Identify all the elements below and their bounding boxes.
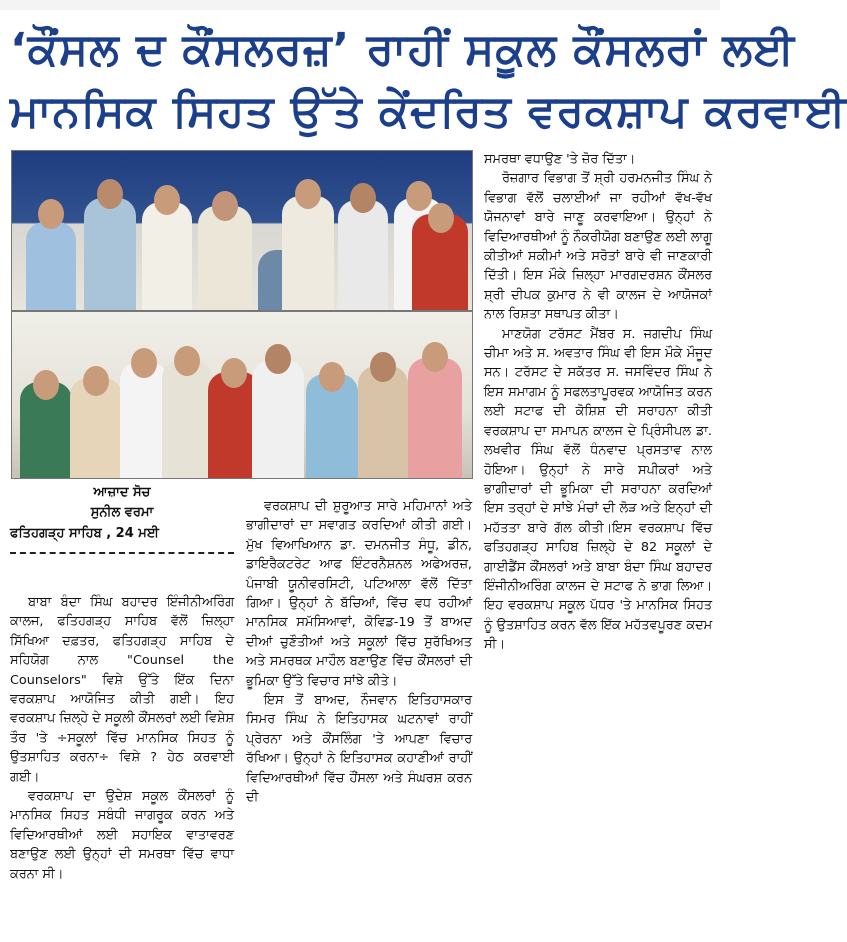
source-label: ਆਜ਼ਾਦ ਸੋਚ bbox=[93, 485, 151, 500]
article-column-middle bbox=[246, 497, 472, 808]
headline-line-2: ਮਾਨਸਿਕ ਸਿਹਤ ਉੱਤੇ ਕੇਂਦਰਿਤ ਵਰਕਸ਼ਾਪ ਕਰਵਾਈ bbox=[10, 86, 847, 137]
dateline: ਫਤਿਹਗੜ੍ਹ ਸਾਹਿਬ , 24 ਮਈ bbox=[10, 526, 159, 541]
paragraph: ਇਸ ਤੋਂ ਬਾਅਦ, ਨੌਜਵਾਨ ਇਤਿਹਾਸਕਾਰ ਸਿਮਰ ਸਿੰਘ ਨੇ ਇਤਿਹਾਸਕ ਘਟਨਾਵਾਂ ਰਾਹੀਂ ਪ੍ਰੇਰਨਾ ਅਤੇ ਕੌਂਸਲਿੰਗ 'ਤੇ ਆਪਣਾ ਵਿਚਾਰ ਰੱਖਿਆ। ਉਨ੍ਹਾਂ ਨੇ ਇਤਿਹਾਸਕ ਕਹਾਣੀਆਂ ਰਾਹੀਂ ਵਿਦਿਆਰਥੀਆਂ ਵਿੱਚ ਹੌਂਸਲਾ ਅਤੇ ਸੰਘਰਸ਼ ਕਰਨ ਦੀ bbox=[246, 693, 472, 806]
paragraph: ਵਰਕਸ਼ਾਪ ਦਾ ਉਦੇਸ਼ ਸਕੂਲ ਕੌਂਸਲਰਾਂ ਨੂੰ ਮਾਨਸਿਕ ਸਿਹਤ ਸਬੰਧੀ ਜਾਗਰੂਕ ਕਰਨ ਅਤੇ ਵਿਦਿਆਰਥੀਆਂ ਲਈ ਸਹਾਇਕ ਵਾਤਾਵਰਣ ਬਣਾਉਣ ਲਈ ਉਨ੍ਹਾਂ ਦੀ ਸਮਰਥਾ ਵਿੱਚ ਵਾਧਾ ਕਰਨਾ ਸੀ। bbox=[10, 789, 234, 882]
paragraph: ਸਮਰਥਾ ਵਧਾਉਣ 'ਤੇ ਜ਼ੋਰ ਦਿੱਤਾ। bbox=[484, 152, 636, 167]
paragraph: ਰੋਜ਼ਗਾਰ ਵਿਭਾਗ ਤੋਂ ਸ਼੍ਰੀ ਹਰਮਨਜੀਤ ਸਿੰਘ ਨੇ ਵਿਭਾਗ ਵੱਲੋਂ ਚਲਾਈਆਂ ਜਾ ਰਹੀਆਂ ਵੱਖ-ਵੱਖ ਯੋਜਨਾਵਾਂ ਬਾਰੇ ਜਾਣੂ ਕਰਵਾਇਆ। ਉਨ੍ਹਾਂ ਨੇ ਵਿਦਿਆਰਥੀਆਂ ਨੂੰ ਨੌਕਰੀਯੋਗ ਬਣਾਉਣ ਲਈ ਲਾਗੂ ਕੀਤੀਆਂ ਸਕੀਮਾਂ ਅਤੇ ਸਰੋਤਾਂ ਬਾਰੇ ਵੀ ਜਾਣਕਾਰੀ ਦਿੱਤੀ। ਇਸ ਮੌਕੇ ਜ਼ਿਲ੍ਹਾ ਮਾਰਗਦਰਸ਼ਨ ਕੌਂਸਲਰ ਸ਼੍ਰੀ ਦੀਪਕ ਕੁਮਾਰ ਨੇ ਵੀ ਕਾਲਜ ਦੇ ਆਯੋਜਕਾਂ ਨਾਲ ਰਿਸ਼ਤਾ ਸਥਾਪਤ ਕੀਤਾ। bbox=[484, 171, 712, 323]
page-top-strip bbox=[0, 0, 720, 10]
article-column-right bbox=[484, 150, 712, 655]
paragraph: ਮਾਣਯੋਗ ਟਰੱਸਟ ਮੈਂਬਰ ਸ. ਜਗਦੀਪ ਸਿੰਘ ਚੀਮਾ ਅਤੇ ਸ. ਅਵਤਾਰ ਸਿੰਘ ਵੀ ਇਸ ਮੌਕੇ ਮੌਜੂਦ ਸਨ। ਟਰੱਸਟ ਦੇ ਸਕੱਤਰ ਸ. ਜਸਵਿੰਦਰ ਸਿੰਘ ਨੇ ਇਸ ਸਮਾਗਮ ਨੂੰ ਸਫਲਤਾਪੂਰਵਕ ਆਯੋਜਿਤ ਕਰਨ ਲਈ ਸਟਾਫ ਦੀ ਕੋਸ਼ਿਸ਼ ਦੀ ਸਰਾਹਨਾ ਕੀਤੀ ਵਰਕਸ਼ਾਪ ਦਾ ਸਮਾਪਨ ਕਾਲਜ ਦੇ ਪ੍ਰਿੰਸੀਪਲ ਡਾ. ਲਖਵੀਰ ਸਿੰਘ ਵੱਲੋਂ ਧੰਨਵਾਦ ਪ੍ਰਸਤਾਵ ਨਾਲ ਹੋਇਆ। ਉਨ੍ਹਾਂ ਨੇ ਸਾਰੇ ਸਪੀਕਰਾਂ ਅਤੇ ਭਾਗੀਦਾਰਾਂ ਦੀ ਭੂਮਿਕਾ ਦੀ ਸਰਾਹਨਾ ਕਰਦਿਆਂ ਇਸ ਤਰ੍ਹਾਂ ਦੇ ਸਾਂਝੇ ਮੰਚਾਂ ਦੀ ਲੋੜ ਅਤੇ ਇਨ੍ਹਾਂ ਦੀ ਮਹੱਤਤਾ ਬਾਰੇ ਗੱਲ ਕੀਤੀ।ਇਸ ਵਰਕਸ਼ਾਪ ਵਿੱਚ ਫਤਿਹਗੜ੍ਹ ਸਾਹਿਬ ਜ਼ਿਲ੍ਹੇ ਦੇ 82 ਸਕੂਲਾਂ ਦੇ ਗਾਈਡੈਂਸ ਕੌਂਸਲਰਾਂ ਅਤੇ ਬਾਬਾ ਬੰਦਾ ਸਿੰਘ ਬਹਾਦਰ ਇੰਜੀਨੀਅਰਿੰਗ ਕਾਲਜ ਦੇ ਸਟਾਫ ਨੇ ਭਾਗ ਲਿਆ। ਇਹ ਵਰਕਸ਼ਾਪ ਸਕੂਲ ਪੱਧਰ 'ਤੇ ਮਾਨਸਿਕ ਸਿਹਤ ਨੂੰ ਉਤਸ਼ਾਹਿਤ ਕਰਨ ਵੱਲ ਇੱਕ ਮਹੱਤਵਪੂਰਣ ਕਦਮ ਸੀ। bbox=[484, 326, 712, 653]
event-photo-bottom bbox=[11, 311, 473, 479]
reporter-name: ਸੁਨੀਲ ਵਰਮਾ bbox=[90, 505, 154, 520]
paragraph: ਵਰਕਸ਼ਾਪ ਦੀ ਸ਼ੁਰੂਆਤ ਸਾਰੇ ਮਹਿਮਾਨਾਂ ਅਤੇ ਭਾਗੀਦਾਰਾਂ ਦਾ ਸਵਾਗਤ ਕਰਦਿਆਂ ਕੀਤੀ ਗਈ। ਮੁੱਖ ਵਿਆਖਿਆਨ ਡਾ. ਦਮਨਜੀਤ ਸੰਧੂ, ਡੀਨ, ਡਾਇਰੈਕਟਰੇਟ ਆਫ ਇੰਟਰਨੈਸ਼ਨਲ ਅਫੇਅਰਜ਼, ਪੰਜਾਬੀ ਯੂਨੀਵਰਸਿਟੀ, ਪਟਿਆਲਾ ਵੱਲੋਂ ਦਿੱਤਾ ਗਿਆ। ਉਨ੍ਹਾਂ ਨੇ ਬੱਚਿਆਂ, ਵਿੱਚ ਵਧ ਰਹੀਆਂ ਮਾਨਸਿਕ ਸਮੱਸਿਆਵਾਂ, ਕੋਵਿਡ-19 ਤੋਂ ਬਾਅਦ ਦੀਆਂ ਚੁਣੌਤੀਆਂ ਅਤੇ ਸਕੂਲਾਂ ਵਿੱਚ ਸੁਰੱਖਿਅਤ ਅਤੇ ਸਮਰਥਕ ਮਾਹੌਲ ਬਣਾਉਣ ਵਿੱਚ ਕੌਂਸਲਰਾਂ ਦੀ ਭੂਮਿਕਾ ਉੱਤੇ ਵਿਚਾਰ ਸਾਂਝੇ ਕੀਤੇ। bbox=[246, 499, 472, 689]
headline-line-1: ‘ਕੌਂਸਲ ਦ ਕੌਂਸਲਰਜ਼’ ਰਾਹੀਂ ਸਕੂਲ ਕੌਂਸਲਰਾਂ ਲਈ bbox=[10, 24, 796, 75]
article-column-left bbox=[10, 593, 234, 884]
dateline-divider bbox=[10, 552, 234, 554]
paragraph: ਬਾਬਾ ਬੰਦਾ ਸਿੰਘ ਬਹਾਦਰ ਇੰਜੀਨੀਅਰਿੰਗ ਕਾਲਜ, ਫਤਿਹਗੜ੍ਹ ਸਾਹਿਬ ਵੱਲੋਂ ਜ਼ਿਲ੍ਹਾ ਸਿੱਖਿਆ ਦਫ਼ਤਰ, ਫਤਿਹਗੜ੍ਹ ਸਾਹਿਬ ਦੇ ਸਹਿਯੋਗ ਨਾਲ "Counsel the Counselors" ਵਿਸ਼ੇ ਉੱਤੇ ਇੱਕ ਦਿਨਾ ਵਰਕਸ਼ਾਪ ਆਯੋਜਿਤ ਕੀਤੀ ਗਈ। ਇਹ ਵਰਕਸ਼ਾਪ ਜ਼ਿਲ੍ਹੇ ਦੇ ਸਕੂਲੀ ਕੌਂਸਲਰਾਂ ਲਈ ਵਿਸ਼ੇਸ਼ ਤੌਰ 'ਤੇ ÷ਸਕੂਲਾਂ ਵਿੱਚ ਮਾਨਸਿਕ ਸਿਹਤ ਨੂੰ ਉਤਸ਼ਾਹਿਤ ਕਰਨਾ÷ ਵਿਸ਼ੇ ? ਹੇਠ ਕਰਵਾਈ ਗਈ। bbox=[10, 595, 234, 785]
event-photo-top bbox=[11, 150, 473, 311]
